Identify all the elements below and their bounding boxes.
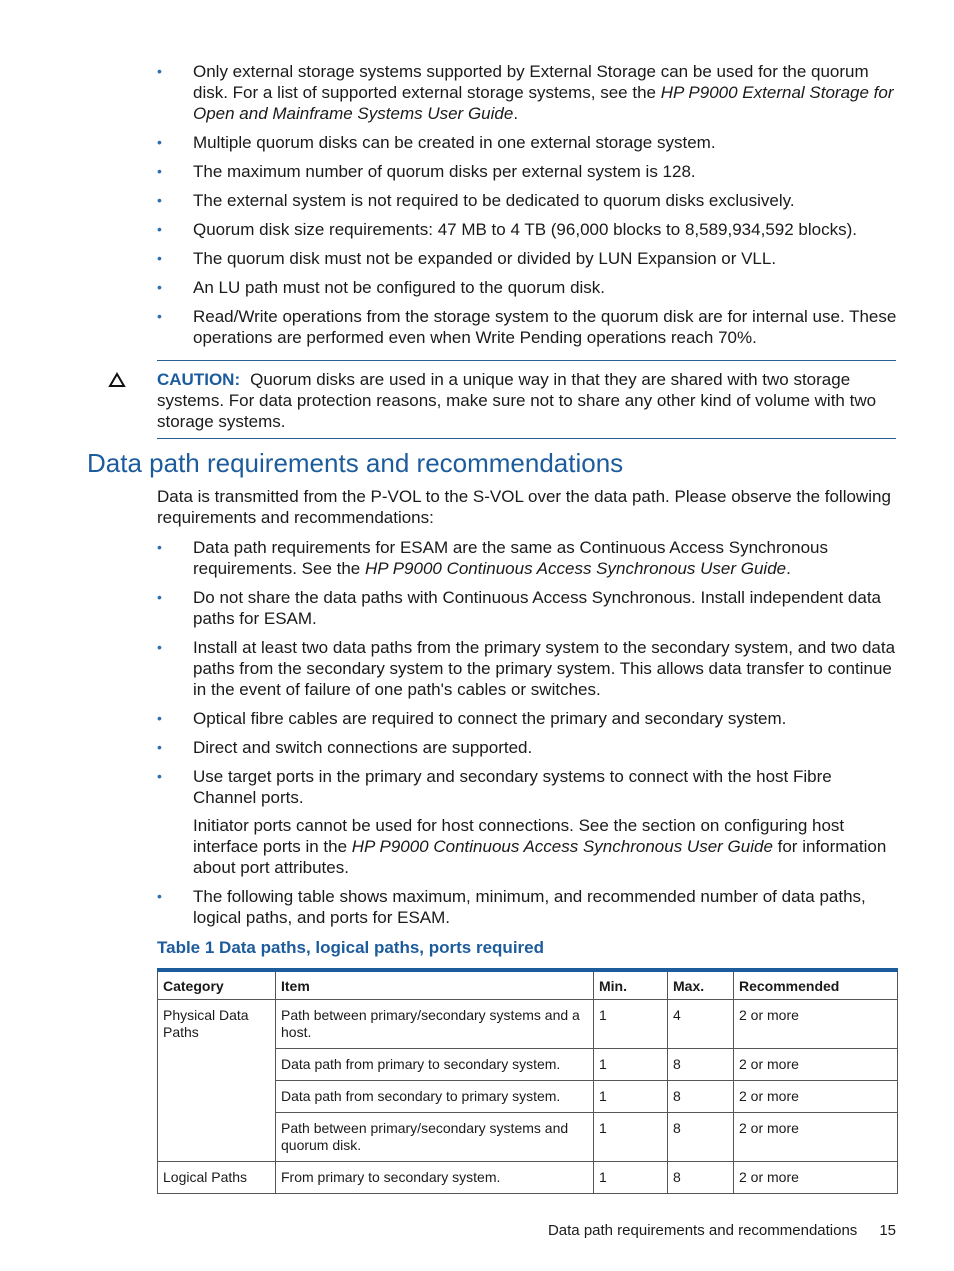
cell-max: 8 (668, 1049, 734, 1081)
cell-category: Physical Data Paths (158, 1000, 276, 1162)
cell-recommended: 2 or more (734, 1162, 898, 1194)
cell-min: 1 (594, 1000, 668, 1049)
list-item-text: Only external storage systems supported by External Storage can be used for the quorum disk. For a list of supported external storage systems, see the HP P9000 External Storage for Open and Mainframe Systems User Guide. (193, 62, 894, 123)
cell-item: Path between primary/secondary systems and a host. (276, 1000, 594, 1049)
list-item-text: Optical fibre cables are required to connect the primary and secondary system. (193, 709, 787, 728)
header-item: Item (276, 970, 594, 1000)
cell-max: 8 (668, 1113, 734, 1162)
cell-recommended: 2 or more (734, 1049, 898, 1081)
list-item (157, 587, 897, 629)
bullet-icon: • (157, 539, 162, 555)
bullet-icon: • (157, 308, 162, 324)
cell-max: 8 (668, 1162, 734, 1194)
caution-text: Quorum disks are used in a unique way in that they are shared with two storage systems. For data protection reasons, make sure not to share any other kind of volume with two storage systems. (157, 370, 877, 431)
list-item (157, 886, 897, 928)
page-footer (548, 1222, 896, 1239)
list-item (157, 219, 897, 240)
cell-max: 4 (668, 1000, 734, 1049)
bullet-icon: • (157, 639, 162, 655)
list-item-text: Do not share the data paths with Continuous Access Synchronous. Install independent data paths for ESAM. (193, 588, 882, 628)
list-item (157, 248, 897, 269)
section-heading: Data path requirements and recommendations (87, 448, 624, 478)
list-item-text: The following table shows maximum, minimum, and recommended number of data paths, logical paths, and ports for ESAM. (193, 887, 866, 927)
bullet-icon: • (157, 888, 162, 904)
cell-item: Data path from primary to secondary system. (276, 1049, 594, 1081)
running-title: Data path requirements and recommendations (547, 1222, 858, 1239)
page-number: 15 (879, 1222, 896, 1239)
cell-item: Data path from secondary to primary system. (276, 1081, 594, 1113)
list-item-text: Read/Write operations from the storage system to the quorum disk are for internal use. These operations are performed even when Write Pending operations reach 70%. (193, 307, 897, 347)
list-item-text: An LU path must not be configured to the quorum disk. (193, 278, 606, 297)
list-item (157, 737, 897, 758)
cell-max: 8 (668, 1081, 734, 1113)
bullet-icon: • (157, 192, 162, 208)
header-recommended: Recommended (734, 970, 898, 1000)
list-item-text: Data path requirements for ESAM are the same as Continuous Access Synchronous requirements. See the HP P9000 Continuous Access Synchronous User Guide. (193, 538, 828, 578)
list-item (157, 161, 897, 182)
list-item-text: The external system is not required to be dedicated to quorum disks exclusively. (193, 191, 795, 210)
bullet-icon: • (157, 250, 162, 266)
section-intro (157, 486, 897, 528)
list-item (157, 766, 897, 878)
list-item (157, 708, 897, 729)
cell-min: 1 (594, 1081, 668, 1113)
bullet-icon: • (157, 63, 162, 79)
cell-category: Logical Paths (158, 1162, 276, 1194)
cell-min: 1 (594, 1162, 668, 1194)
bullet-icon: • (157, 221, 162, 237)
bullet-icon: • (157, 589, 162, 605)
list-item-subparagraph: Initiator ports cannot be used for host connections. See the section on configuring host interface ports in the HP P9000 Continuous Access Synchronous User Guide for information about port attributes. (193, 816, 887, 877)
list-item (157, 61, 897, 124)
list-item (157, 190, 897, 211)
list-item-text: Use target ports in the primary and secondary systems to connect with the host Fibre Channel ports. (193, 767, 832, 807)
header-category: Category (158, 970, 276, 1000)
list-item (157, 277, 897, 298)
list-item-text: Multiple quorum disks can be created in one external storage system. (193, 133, 716, 152)
table-header-row (158, 970, 898, 1000)
cell-item: From primary to secondary system. (276, 1162, 594, 1194)
bullet-icon: • (157, 739, 162, 755)
cell-item: Path between primary/secondary systems and quorum disk. (276, 1113, 594, 1162)
list-item (157, 132, 897, 153)
header-max: Max. (668, 970, 734, 1000)
intro-paragraph: Data is transmitted from the P-VOL to the S-VOL over the data path. Please observe the following requirements and recommendations: (157, 487, 891, 527)
bullet-icon: • (157, 279, 162, 295)
table-row (158, 1000, 898, 1049)
quorum-bullet-list (157, 61, 897, 348)
list-item-text: Quorum disk size requirements: 47 MB to 4 TB (96,000 blocks to 8,589,934,592 blocks). (193, 220, 857, 239)
caution-icon (108, 372, 126, 388)
cell-min: 1 (594, 1113, 668, 1162)
cell-recommended: 2 or more (734, 1113, 898, 1162)
bullet-icon: • (157, 710, 162, 726)
list-item-text: Direct and switch connections are supported. (193, 738, 533, 757)
list-item (157, 306, 897, 348)
cell-recommended: 2 or more (734, 1081, 898, 1113)
list-item-text: Install at least two data paths from the primary system to the secondary system, and two data paths from the secondary system to the primary system. This allows data transfer to continue in the event of failure of one path's cables or switches. (193, 638, 896, 699)
caution-box (157, 360, 896, 439)
bullet-icon: • (157, 163, 162, 179)
table-title: Table 1 Data paths, logical paths, ports required (157, 938, 544, 957)
list-item (157, 537, 897, 579)
data-path-bullet-list (157, 537, 897, 928)
table-row (158, 1162, 898, 1194)
header-min: Min. (594, 970, 668, 1000)
bullet-icon: • (157, 768, 162, 784)
bullet-icon: • (157, 134, 162, 150)
list-item-text: The quorum disk must not be expanded or divided by LUN Expansion or VLL. (193, 249, 777, 268)
cell-min: 1 (594, 1049, 668, 1081)
list-item-text: The maximum number of quorum disks per external system is 128. (193, 162, 696, 181)
caution-label: CAUTION: (157, 370, 241, 389)
cell-recommended: 2 or more (734, 1000, 898, 1049)
data-paths-table (157, 968, 898, 1194)
list-item (157, 637, 897, 700)
